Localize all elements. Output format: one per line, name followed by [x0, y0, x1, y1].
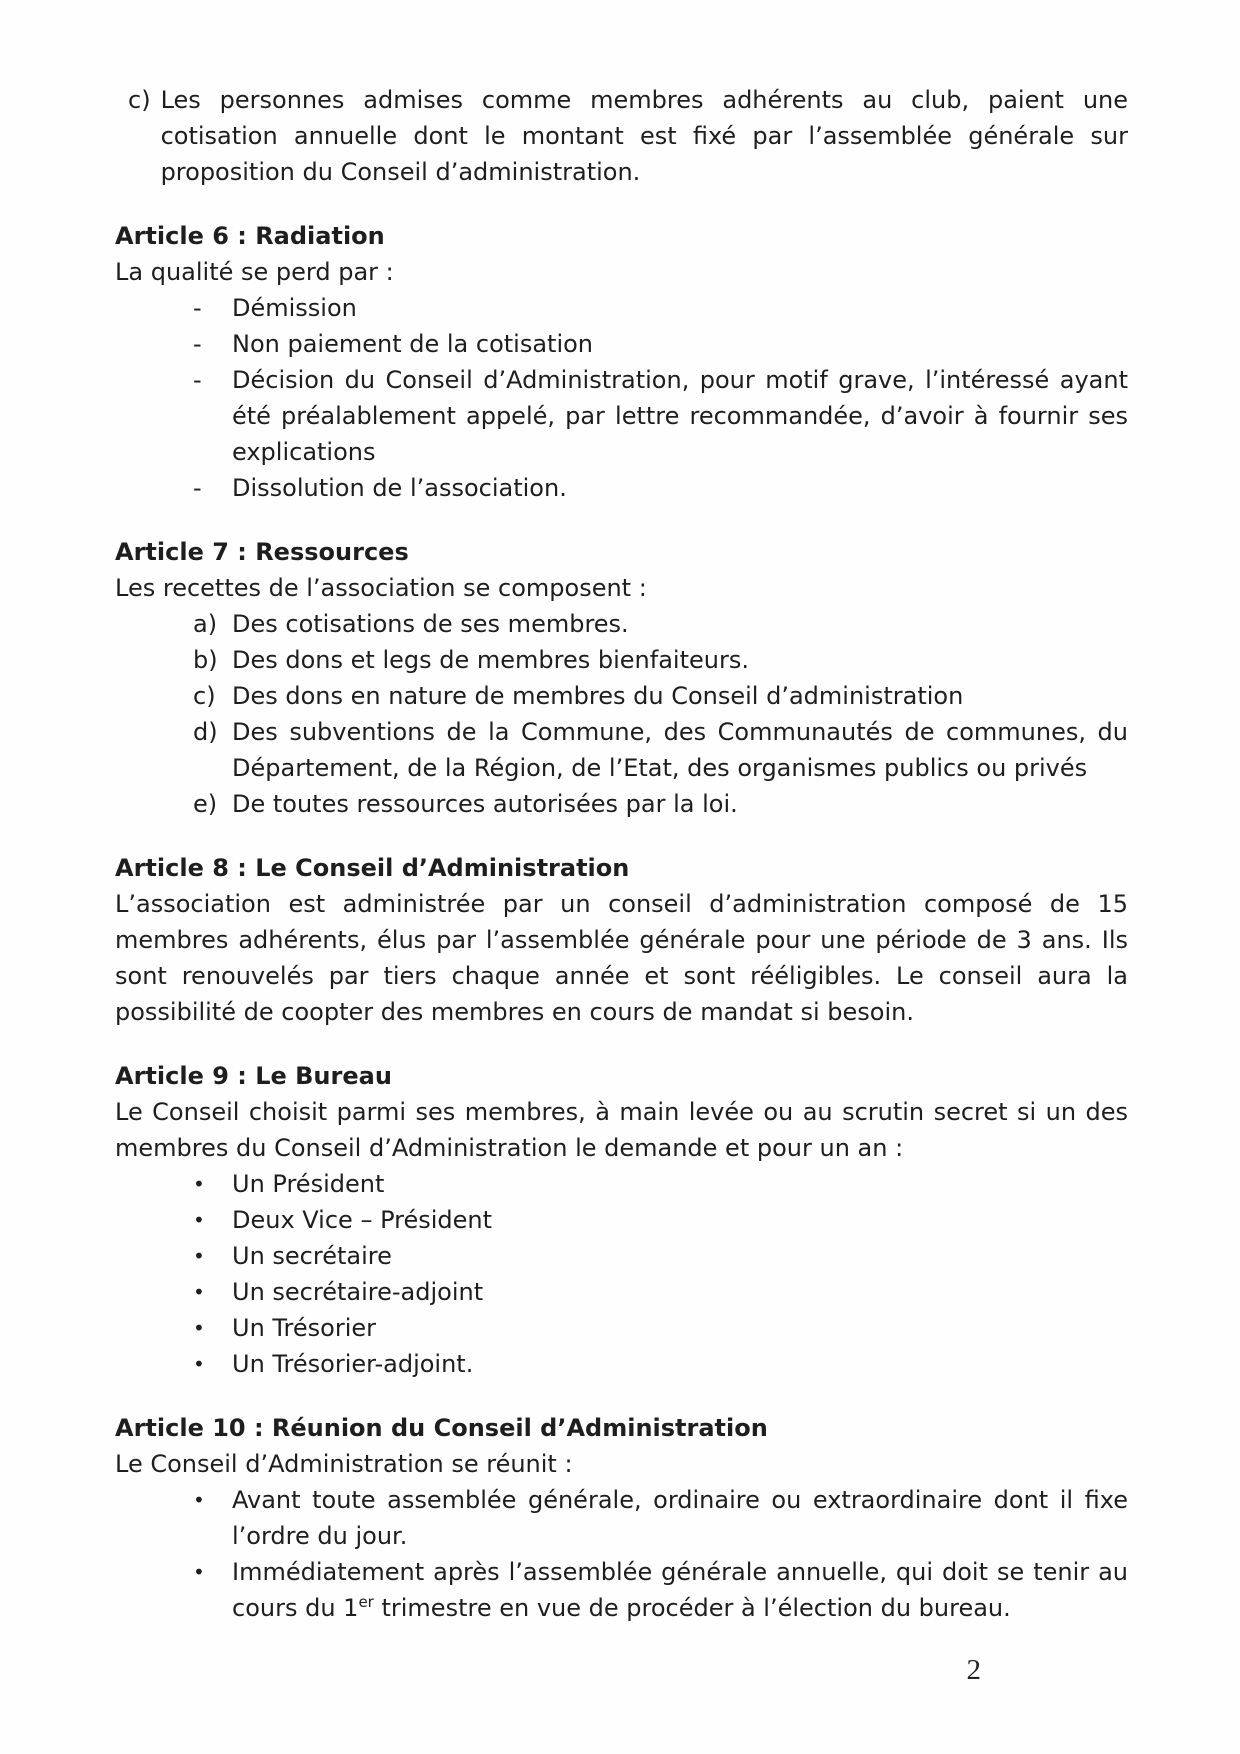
- list-item: [193, 326, 1128, 362]
- article-8-title: Article 8 : Le Conseil d’Administration: [115, 854, 630, 882]
- document-body: [115, 82, 1128, 1688]
- list-item-text: Des dons en nature de membres du Conseil d’administration: [232, 682, 964, 710]
- bullet-marker: •: [193, 1560, 205, 1584]
- article-7-title: Article 7 : Ressources: [115, 538, 409, 566]
- list-item-text: Un Trésorier-adjoint.: [232, 1350, 474, 1378]
- article-7-list: [115, 606, 1128, 822]
- article-9-list: [115, 1166, 1128, 1382]
- list-item: [193, 642, 1128, 678]
- list-item-text: Des subventions de la Commune, des Communautés de communes, du Département, de la Région, de l’Etat, des organismes publics ou privés: [232, 718, 1128, 782]
- list-item-text: Des dons et legs de membres bienfaiteurs.: [232, 646, 749, 674]
- article-9-lead: Le Conseil choisit parmi ses membres, à main levée ou au scrutin secret si un des membres du Conseil d’Administration le demande et pour un an :: [115, 1098, 1128, 1162]
- list-item-text: Avant toute assemblée générale, ordinaire ou extraordinaire dont il fixe l’ordre du jour.: [232, 1486, 1128, 1550]
- bullet-marker: •: [193, 1488, 205, 1512]
- list-item: [193, 678, 1128, 714]
- dash-marker: -: [193, 474, 202, 502]
- article-9-section: [115, 1058, 1128, 1382]
- article-10-list: [115, 1482, 1128, 1626]
- letter-marker: b): [193, 646, 218, 674]
- bullet-marker: •: [193, 1172, 205, 1196]
- letter-marker: e): [193, 790, 218, 818]
- list-item: [193, 290, 1128, 326]
- bullet-marker: •: [193, 1208, 205, 1232]
- list-item-text: Non paiement de la cotisation: [232, 330, 594, 358]
- article-9-title: Article 9 : Le Bureau: [115, 1062, 392, 1090]
- article-8-paragraph: L’association est administrée par un conseil d’administration composé de 15 membres adhérents, élus par l’assemblée générale pour une période de 3 ans. Ils sont renouvelés par tiers chaque année et sont rééligibles. Le conseil aura la possibilité de coopter des membres en cours de mandat si besoin.: [115, 890, 1128, 1026]
- list-item: [193, 606, 1128, 642]
- article-10-lead: Le Conseil d’Administration se réunit :: [115, 1450, 573, 1478]
- list-item: [193, 714, 1128, 786]
- bullet-marker: •: [193, 1352, 205, 1376]
- list-item: [193, 1274, 1128, 1310]
- list-item: [193, 1202, 1128, 1238]
- article-7-lead: Les recettes de l’association se composent :: [115, 574, 647, 602]
- bullet-marker: •: [193, 1316, 205, 1340]
- list-item-text: De toutes ressources autorisées par la loi.: [232, 790, 738, 818]
- text-after-superscript: trimestre en vue de procéder à l’élection du bureau.: [373, 1594, 1011, 1622]
- list-item-text: Les personnes admises comme membres adhérents au club, paient une cotisation annuelle dont le montant est fixé par l’assemblée générale sur proposition du Conseil d’administration.: [160, 86, 1128, 186]
- article-10-title: Article 10 : Réunion du Conseil d’Administration: [115, 1414, 768, 1442]
- list-item: [193, 1482, 1128, 1554]
- list-item-text: Un Président: [232, 1170, 385, 1198]
- letter-marker: a): [193, 610, 218, 638]
- article-7-section: [115, 534, 1128, 822]
- list-item: [193, 1554, 1128, 1626]
- page-number: 2: [966, 1654, 981, 1686]
- article-6-title: Article 6 : Radiation: [115, 222, 385, 250]
- list-item-marker: c): [128, 86, 151, 114]
- intro-list-item-c: [115, 82, 1128, 190]
- list-item: [193, 1346, 1128, 1382]
- list-item-text: Un Trésorier: [232, 1314, 376, 1342]
- list-item: [193, 1238, 1128, 1274]
- letter-marker: c): [193, 682, 216, 710]
- list-item-text: Des cotisations de ses membres.: [232, 610, 629, 638]
- dash-marker: -: [193, 330, 202, 358]
- list-item-text: Dissolution de l’association.: [232, 474, 567, 502]
- article-10-section: [115, 1410, 1128, 1626]
- list-item-text: Décision du Conseil d’Administration, pour motif grave, l’intéressé ayant été préalablement appelé, par lettre recommandée, d’avoir à fournir ses explications: [232, 366, 1128, 466]
- ordinal-superscript: er: [358, 1593, 374, 1611]
- article-6-lead: La qualité se perd par :: [115, 258, 394, 286]
- text-before-superscript: Immédiatement après l’assemblée générale annuelle, qui doit se tenir au cours du 1: [232, 1558, 1128, 1622]
- dash-marker: -: [193, 294, 202, 322]
- list-item-text: Un secrétaire-adjoint: [232, 1278, 484, 1306]
- article-8-section: [115, 850, 1128, 1030]
- list-item-text: [232, 1554, 1128, 1626]
- list-item: [193, 1166, 1128, 1202]
- bullet-marker: •: [193, 1280, 205, 1304]
- letter-marker: d): [193, 718, 218, 746]
- list-item: [193, 1310, 1128, 1346]
- dash-marker: -: [193, 366, 202, 394]
- bullet-marker: •: [193, 1244, 205, 1268]
- list-item-text: Deux Vice – Président: [232, 1206, 493, 1234]
- list-item: [193, 362, 1128, 470]
- article-6-section: [115, 218, 1128, 506]
- article-6-list: [115, 290, 1128, 506]
- list-item-text: Un secrétaire: [232, 1242, 392, 1270]
- list-item: [193, 786, 1128, 822]
- list-item-text: Démission: [232, 294, 357, 322]
- list-item: [193, 470, 1128, 506]
